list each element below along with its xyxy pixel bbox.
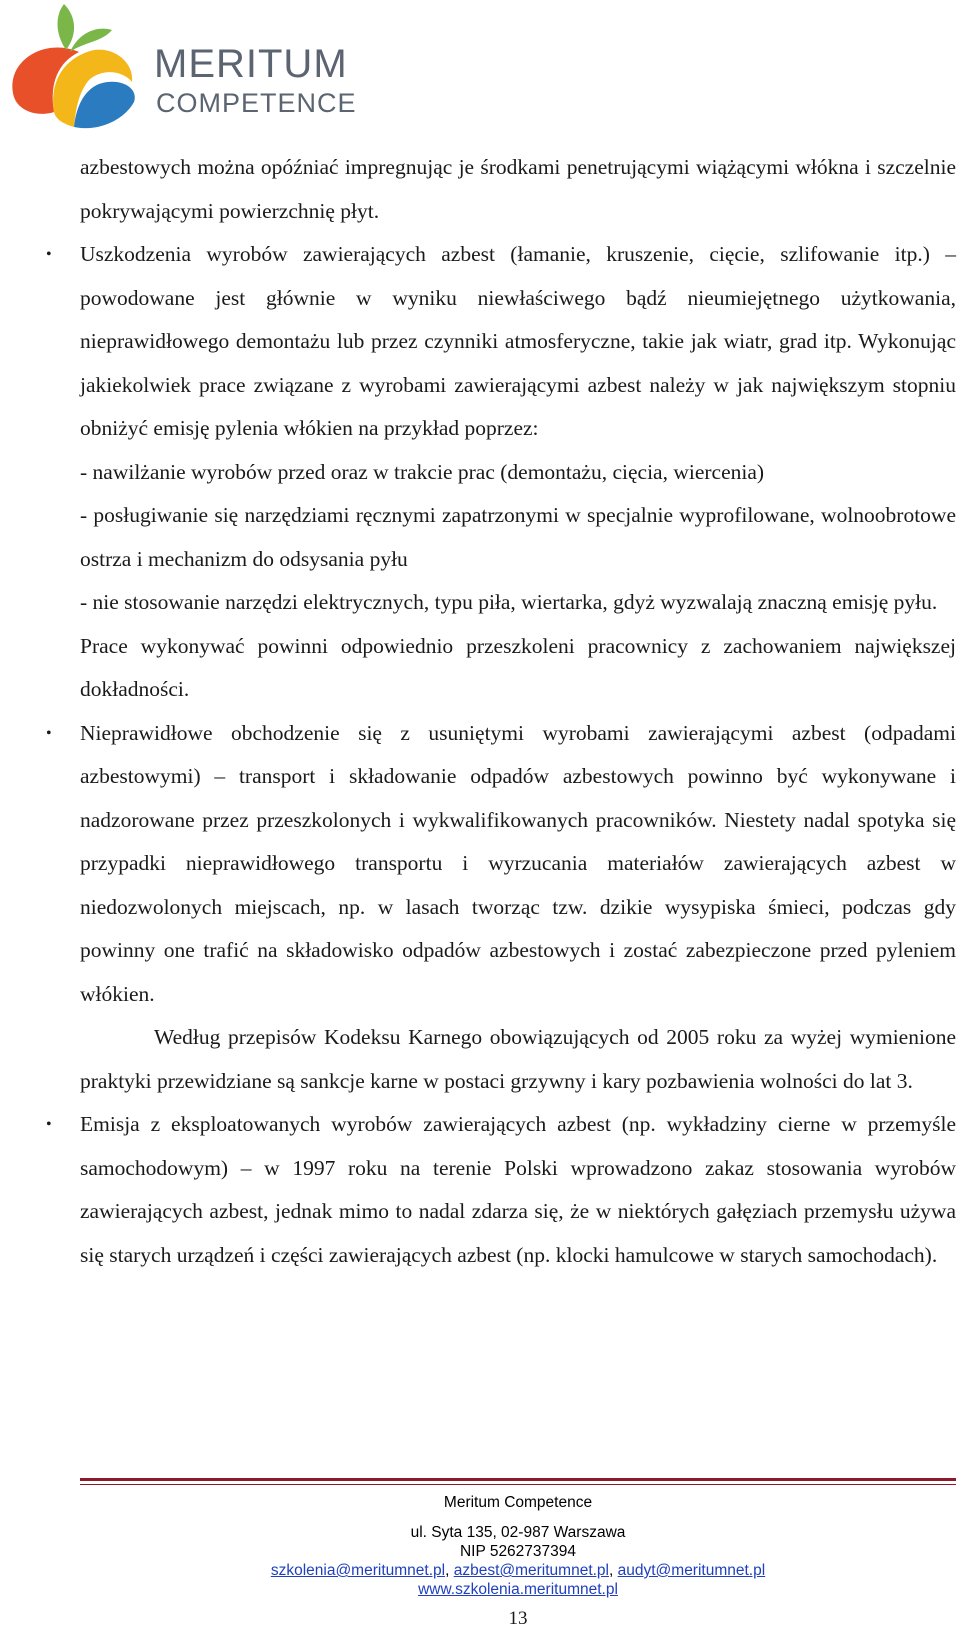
footer-website-line (80, 1580, 956, 1599)
footer-emails (80, 1561, 956, 1580)
bullet-icon: • (46, 724, 52, 742)
bullet-item-handling (46, 712, 956, 1104)
footer (80, 1490, 956, 1599)
footer-divider-thin (80, 1484, 956, 1485)
bullet-icon: • (46, 1116, 52, 1133)
bullet-item-emission (46, 1103, 956, 1277)
company-logo (4, 2, 357, 142)
paragraph-continuation: azbestowych można opóźniać impregnując je środkami penetrującymi wiążącymi włókna i szczelnie pokrywającymi powierzchnię płyt. (80, 155, 956, 223)
dash-item: - nawilżanie wyrobów przed oraz w trakcie prac (demontażu, cięcia, wiercenia) (80, 459, 765, 484)
email-separator: , (609, 1562, 618, 1579)
email-link-szkolenia[interactable]: szkolenia@meritumnet.pl (270, 1562, 446, 1579)
logo-text-competence: COMPETENCE (156, 88, 357, 118)
footer-address: ul. Syta 135, 02-987 Warszawa (410, 1524, 626, 1541)
dash-item: - posługiwanie się narzędziami ręcznymi zapatrzonymi w specjalnie wyprofilowane, wolnoobrotowe ostrza i mechanizm do odsysania pyłu (80, 503, 956, 571)
bullet-item-damage (46, 233, 956, 712)
bullet-closing-text: Prace wykonywać powinni odpowiednio przeszkoleni pracownicy z zachowaniem największej dokładności. (80, 633, 956, 701)
email-link-audyt[interactable]: audyt@meritumnet.pl (617, 1562, 766, 1579)
bullet-icon: • (46, 246, 52, 263)
footer-company-name: Meritum Competence (443, 1494, 593, 1511)
email-link-azbest[interactable]: azbest@meritumnet.pl (453, 1562, 609, 1579)
page-number: 13 (508, 1608, 528, 1629)
email-separator: , (445, 1562, 454, 1579)
footer-divider (80, 1478, 956, 1481)
website-link[interactable]: www.szkolenia.meritumnet.pl (418, 1581, 618, 1598)
footer-nip: NIP 5262737394 (459, 1543, 577, 1560)
logo-mark-icon (4, 2, 154, 142)
bullet-text: Emisja z eksploatowanych wyrobów zawierających azbest (np. wykładziny cierne w przemyśle samochodowym) – w 1997 roku na terenie Polski wprowadzono zakaz stosowania wyrobów zawierających azbest, jednak mimo to nadal zdarza się, że w niektórych gałęziach przemysłu używa się starych urządzeń i części zawierających azbest (np. klocki hamulcowe w starych samochodach). (80, 1112, 956, 1267)
logo-text-meritum: MERITUM (154, 42, 348, 86)
indented-paragraph: Według przepisów Kodeksu Karnego obowiązujących od 2005 roku za wyżej wymienione praktyki przewidziane są sankcje karne w postaci grzywny i kary pozbawienia wolności do lat 3. (80, 1025, 956, 1093)
dash-item: - nie stosowanie narzędzi elektrycznych, typu piła, wiertarka, gdyż wyzwalają znaczną emisję pyłu. (80, 590, 938, 614)
bullet-text: Uszkodzenia wyrobów zawierających azbest (łamanie, kruszenie, cięcie, szlifowanie itp.) – powodowane jest głównie w wyniku niewłaściwego bądź nieumiejętnego użytkowania, nieprawidłowego demontażu lub przez czynniki atmosferyczne, takie jak wiatr, grad itp. Wykonując jakiekolwiek prace związane z wyrobami zawierającymi azbest należy w jak największym stopniu obniżyć emisję pylenia włókien na przykład poprzez: (80, 242, 956, 440)
document-body (46, 146, 956, 1277)
bullet-text: Nieprawidłowe obchodzenie się z usuniętymi wyrobami zawierającymi azbest (odpadami azbestowymi) – transport i składowanie odpadów azbestowych powinno być wykonywane i nadzorowane przez przeszkolonych i wykwalifikowanych pracowników. Niestety nadal spotyka się przypadki nieprawidłowego transportu i wyrzucania materiałów zawierających azbest w niedozwolonych miejscach, np. w lasach tworząc tzw. dzikie wysypiska śmieci, podczas gdy powinny one trafić na składowisko odpadów azbestowych i zostać zabezpieczone przed pyleniem włókien. (80, 720, 956, 1006)
